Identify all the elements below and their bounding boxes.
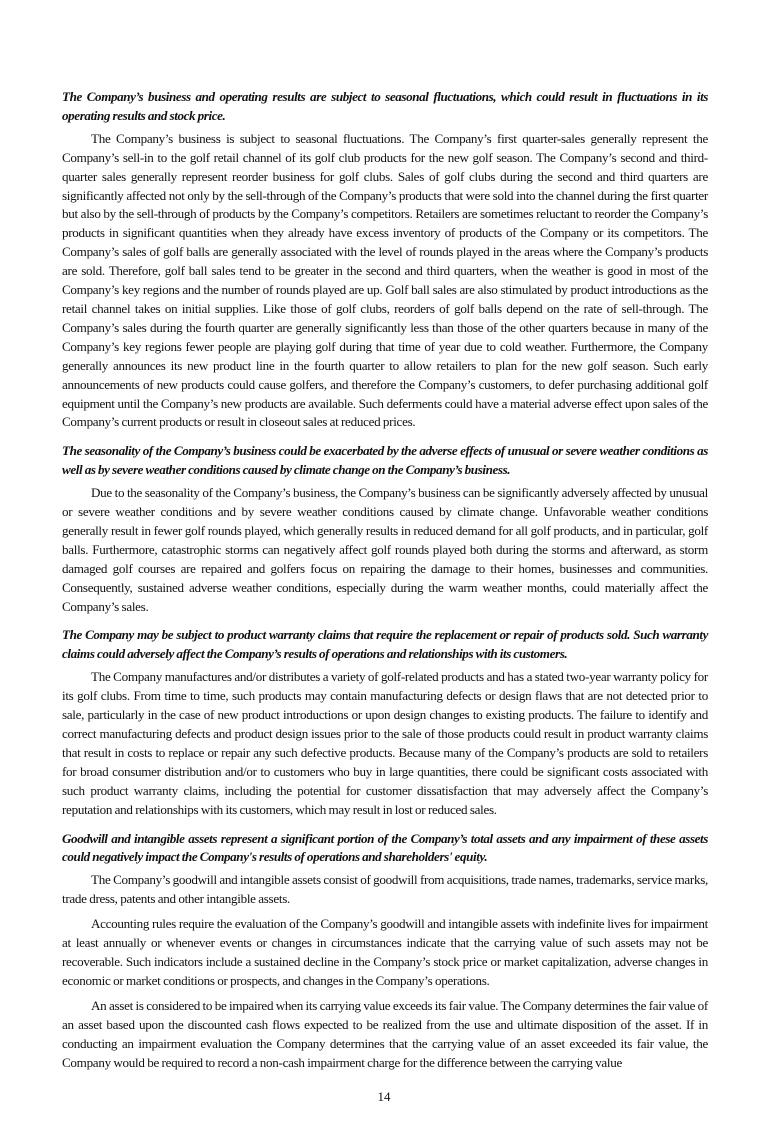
section-heading: The Company’s business and operating results are subject to seasonal fluctuations, which could result in fluctuations in its operating results and stock price.: [62, 89, 708, 123]
section-heading: The Company may be subject to product warranty claims that require the replacement or repair of products sold. Such warranty claims could adversely affect the Company’s results of operations and relationships with its customers.: [62, 627, 708, 662]
section-heading: The seasonality of the Company’s business could be exacerbated by the adverse effects of unusual or severe weather conditions as well as by severe weather conditions caused by climate change on the Company’s business.: [62, 443, 708, 478]
document-page: [62, 0, 708, 1072]
body-paragraph: The Company’s goodwill and intangible assets consist of goodwill from acquisitions, trade names, trademarks, service marks, trade dress, patents and other intangible assets.: [62, 872, 708, 907]
risk-factor-weather: [62, 442, 708, 616]
body-paragraph: Accounting rules require the evaluation of the Company’s goodwill and intangible assets with indefinite lives for impairment at least annually or whenever events or changes in circumstances indicate that the carrying value of such assets may not be recoverable. Such indicators include a sustained decline in the Company’s stock price or market capitalization, adverse changes in economic or market conditions or prospects, and changes in the Company’s operations.: [62, 916, 708, 988]
page-number: 14: [377, 1089, 391, 1105]
risk-factor-warranty: [62, 626, 708, 819]
section-heading: Goodwill and intangible assets represent a significant portion of the Company’s total assets and any impairment of these assets could negatively impact the Company's results of operations and shareholders' equity.: [62, 830, 708, 865]
body-paragraph: The Company manufactures and/or distributes a variety of golf-related products and has a stated two-year warranty policy for its golf clubs. From time to time, such products may contain manufacturing defects or design flaws that are not detected prior to sale, particularly in the case of new product introductions or upon design changes to existing products. The failure to identify and correct manufacturing defects and product design issues prior to the sale of those products could result in product warranty claims that result in costs to replace or repair any such defective products. Because many of the Company’s products are sold to retailers for broad consumer distribution and/or to customers who buy in large quantities, there could be significant costs associated with such product warranty claims, including the potential for customer dissatisfaction that may adversely affect the Company’s reputation and relationships with its customers, which may result in lost or reduced sales.: [62, 669, 708, 817]
body-paragraph: An asset is considered to be impaired when its carrying value exceeds its fair value. The Company determines the fair value of an asset based upon the discounted cash flows expected to be realized from the use and ultimate disposition of the asset. If in conducting an impairment evaluation the Company determines that the carrying value of an asset exceeded its fair value, the Company would be required to record a non-cash impairment charge for the difference between the carrying value: [62, 997, 708, 1070]
risk-factor-seasonal-fluctuations: [62, 88, 708, 432]
body-paragraph: The Company’s business is subject to seasonal fluctuations. The Company’s first quarter-sales generally represent the Company’s sell-in to the golf retail channel of its golf club products for the new golf season. The Company’s second and third-quarter sales generally represent reorder business for golf clubs. Sales of golf clubs during the second and third quarters are significantly affected not only by the sell-through of the Company’s products that were sold into the channel during the first quarter but also by the sell-through of products by the Company’s competitors. Retailers are sometimes reluctant to reorder the Company’s products in significant quantities when they already have excess inventory of products of the Company or its competitors. The Company’s sales of golf balls are generally associated with the level of rounds played in the areas where the Company’s products are sold. Therefore, golf ball sales tend to be greater in the second and third quarters, when the weather is good in most of the Company’s key regions and the number of rounds played are up. Golf ball sales are also stimulated by product introductions as the retail channel takes on initial supplies. Like those of golf clubs, reorders of golf balls depend on the rate of sell-through. The Company’s sales during the fourth quarter are generally significantly less than those of the other quarters because in many of the Company’s key regions fewer people are playing golf during that time of year due to cold weather. Furthermore, the Company generally announces its new product line in the fourth quarter to allow retailers to plan for the new golf season. Such early announcements of new products could cause golfers, and therefore the Company’s customers, to defer purchasing additional golf equipment until the Company’s new products are available. Such deferments could have a material adverse effect upon sales of the Company’s current products or result in closeout sales at reduced prices.: [62, 130, 708, 430]
body-paragraph: Due to the seasonality of the Company’s business, the Company’s business can be significantly adversely affected by unusual or severe weather conditions and by severe weather conditions caused by climate change. Unfavorable weather conditions generally result in fewer golf rounds played, which generally results in reduced demand for all golf products, and in particular, golf balls. Furthermore, catastrophic storms can negatively affect golf rounds played both during the storms and afterward, as storm damaged golf courses are repaired and golfers focus on repairing the damage to their homes, businesses and communities. Consequently, sustained adverse weather conditions, especially during the warm weather months, could materially affect the Company’s sales.: [62, 485, 708, 614]
risk-factor-goodwill: [62, 830, 708, 1073]
